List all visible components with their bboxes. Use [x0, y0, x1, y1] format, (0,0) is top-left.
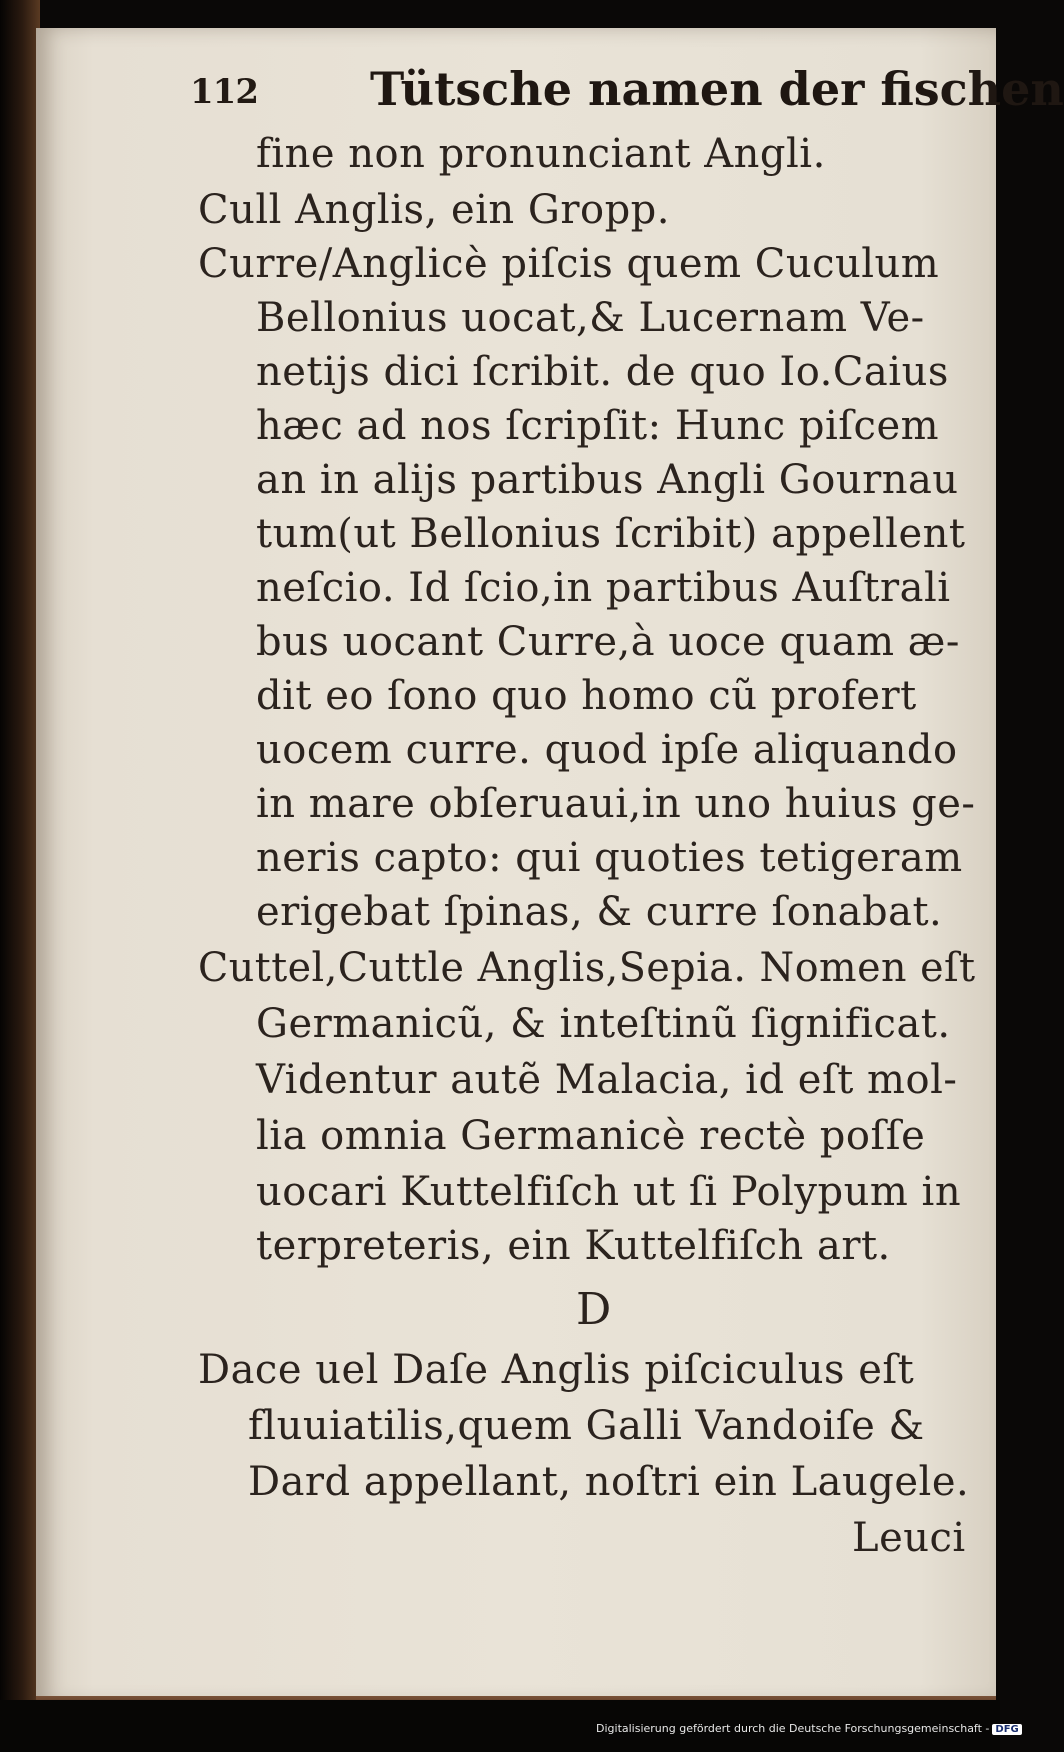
text-line: terpreteris, ein Kuttelfiſch art.: [256, 1223, 891, 1269]
text-line: dit eo ſono quo homo cũ profert: [256, 673, 917, 719]
text-line: lia omnia Germanicè rectè poſſe: [256, 1113, 926, 1159]
text-line: neſcio. Id ſcio,in partibus Auſtrali: [256, 565, 951, 611]
text-line: Videntur autẽ Malacia, id eſt mol-: [256, 1057, 958, 1103]
page-header: [190, 58, 1064, 128]
credit-text: Digitalisierung gefördert durch die Deutsche Forschungsgemeinschaft -: [596, 1722, 990, 1735]
text-line: in mare obſeruaui,in uno huius ge-: [256, 781, 976, 827]
text-line: bus uocant Curre,à uoce quam æ-: [256, 619, 960, 665]
entry-dace: Dace uel Daſe Anglis piſciculus eſt: [198, 1347, 915, 1393]
text-line: an in alijs partibus Angli Gournau: [256, 457, 959, 503]
text-line: netijs dici ſcribit. de quo Io.Caius: [256, 349, 949, 395]
text-line: erigebat ſpinas, & curre ſonabat.: [256, 889, 943, 935]
section-letter-d: D: [576, 1284, 612, 1335]
dfg-logo: DFG: [992, 1724, 1021, 1735]
entry-curre: Curre/Anglicè piſcis quem Cuculum: [198, 241, 940, 287]
catchword: Leuci: [852, 1515, 966, 1561]
text-line: fine non pronunciant Angli.: [256, 131, 826, 177]
text-line: hæc ad nos ſcripſit: Hunc piſcem: [256, 403, 940, 449]
book-spine-edge: [0, 0, 40, 1752]
text-line: tum(ut Bellonius ſcribit) appellent: [256, 511, 966, 557]
text-line: neris capto: qui quoties tetigeram: [256, 835, 963, 881]
text-line: uocari Kuttelfiſch ut ſi Polypum in: [256, 1169, 962, 1215]
text-line: Bellonius uocat,& Lucernam Ve-: [256, 295, 925, 341]
page-number: 112: [190, 72, 258, 112]
running-head: Tütsche namen der fischen: [370, 62, 1064, 116]
text-line: Germanicũ, & inteſtinũ ſignificat.: [256, 1001, 951, 1047]
digitization-credit: [596, 1722, 1019, 1735]
text-line: uocem curre. quod ipſe aliquando: [256, 727, 958, 773]
entry-cull: Cull Anglis, ein Gropp.: [198, 187, 670, 233]
text-line: fluuiatilis,quem Galli Vandoiſe &: [248, 1403, 925, 1449]
text-line: Dard appellant, noſtri ein Laugele.: [248, 1459, 970, 1505]
entry-cuttel: Cuttel,Cuttle Anglis,Sepia. Nomen eſt: [198, 945, 976, 991]
